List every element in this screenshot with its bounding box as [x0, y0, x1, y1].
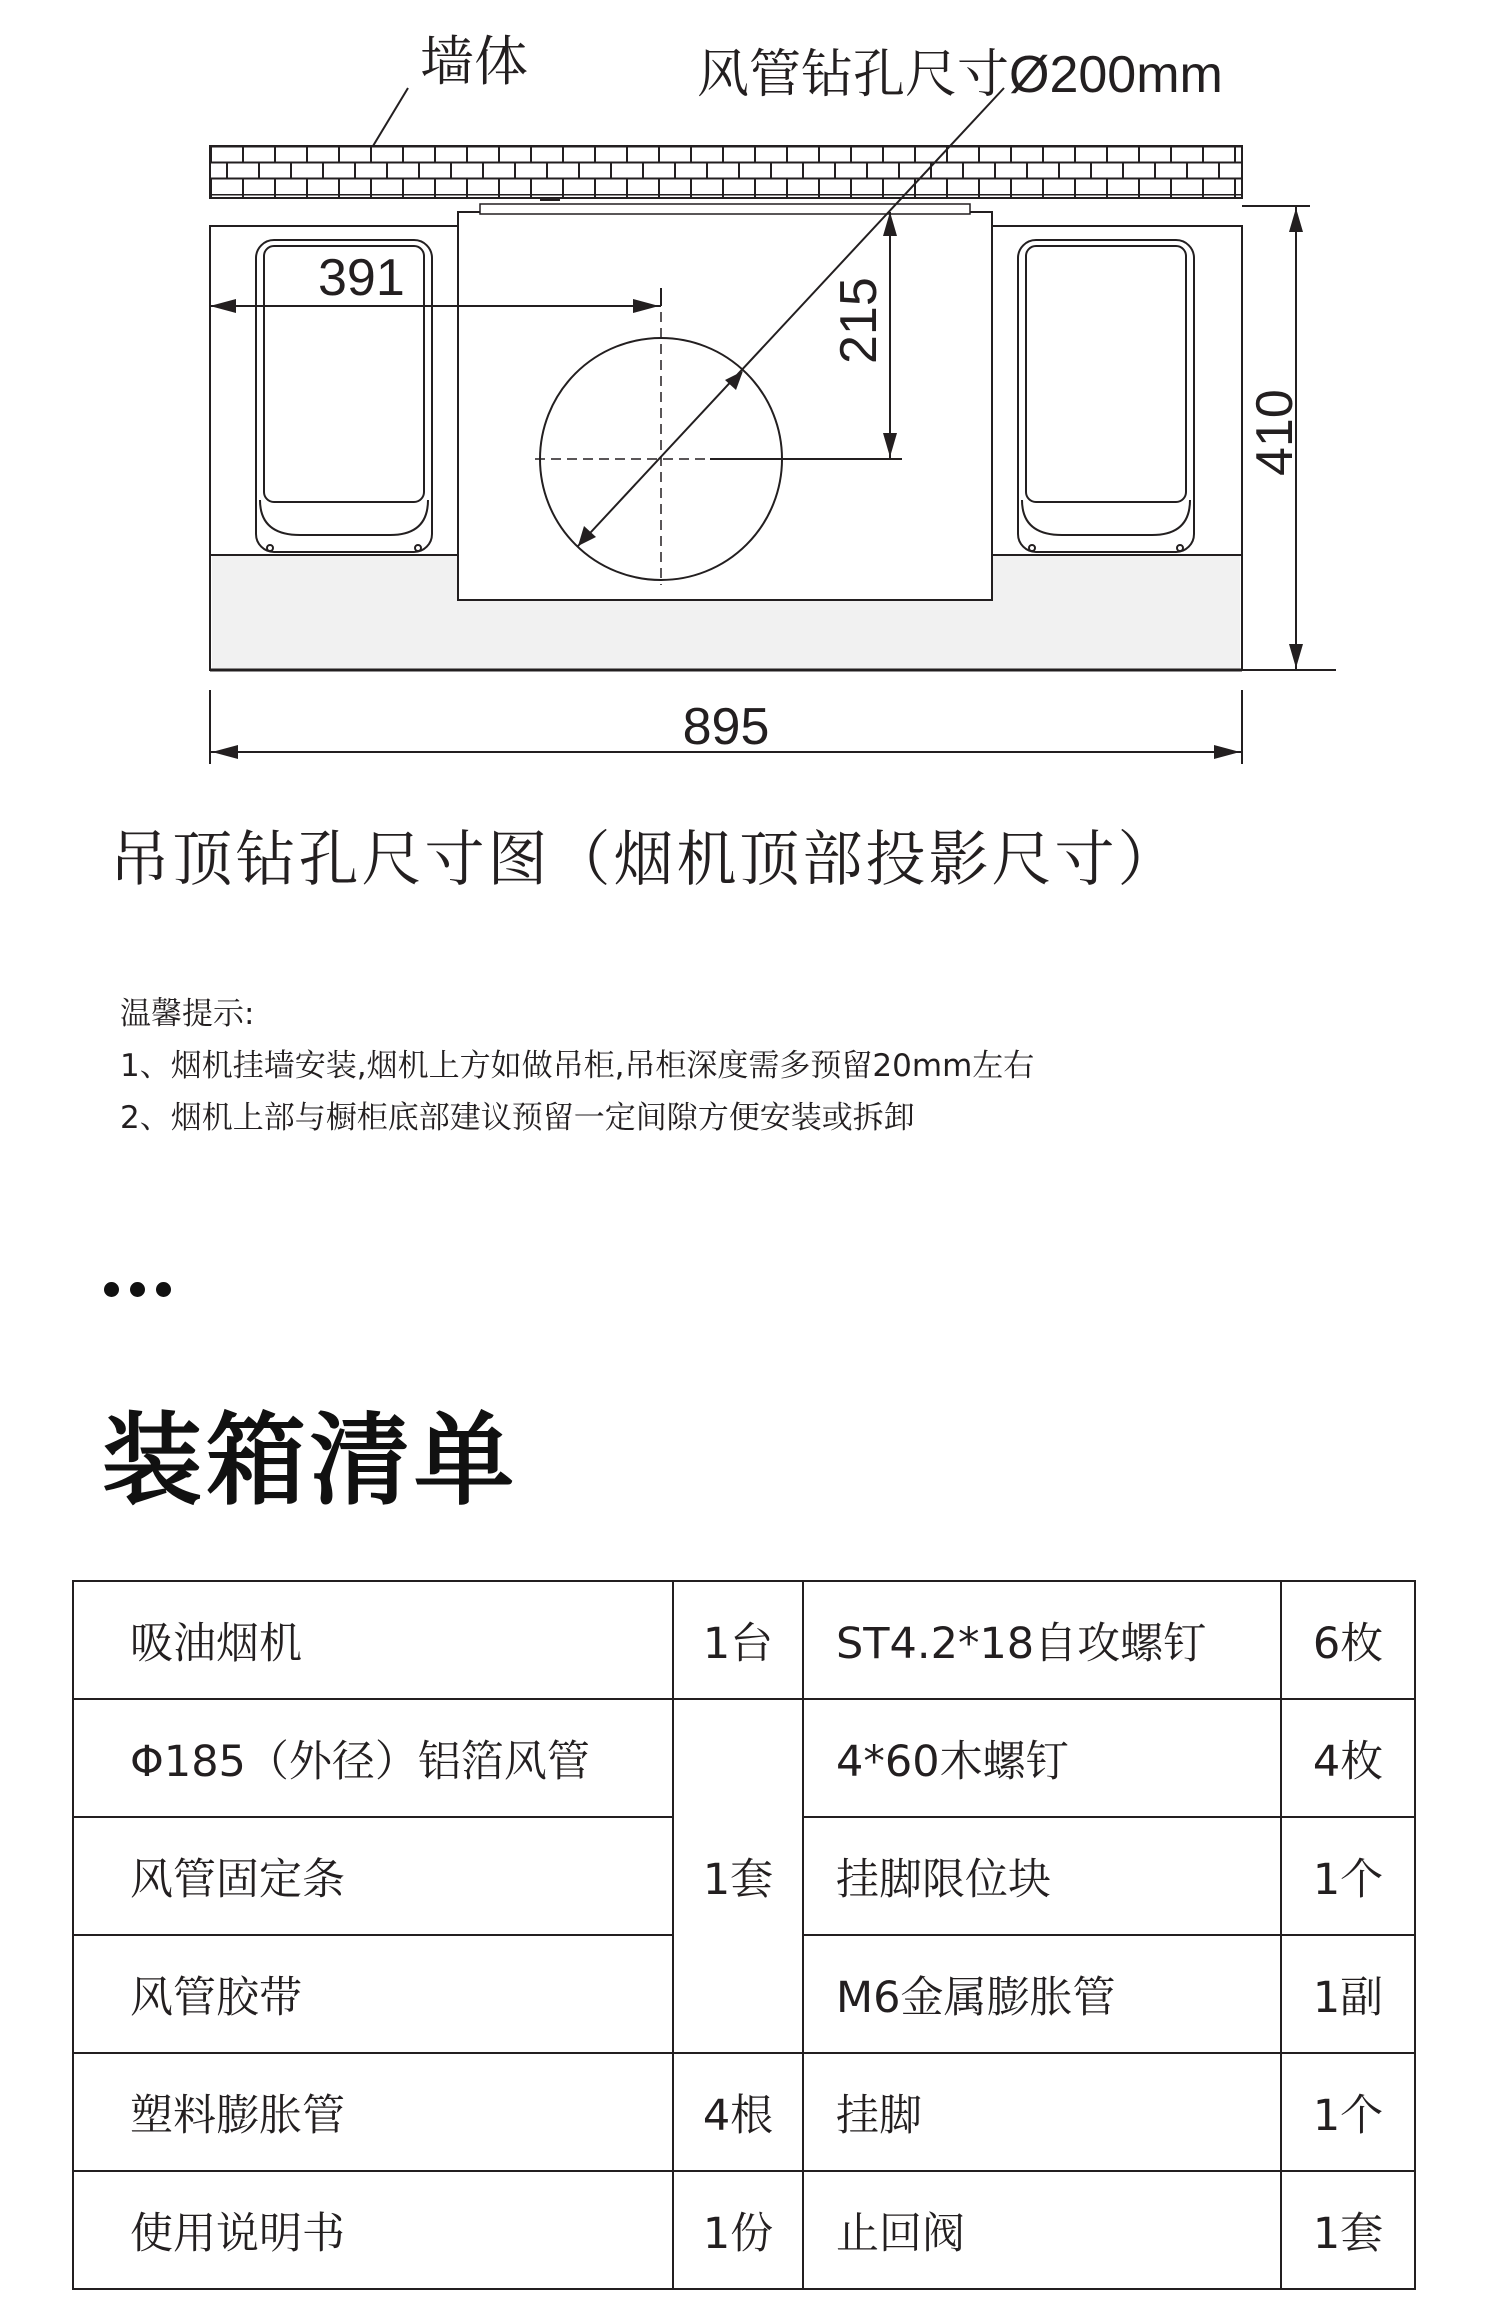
item-name: 挂脚 [803, 2053, 1281, 2171]
dim-391-arrow-left [210, 299, 236, 313]
item-qty: 1个 [1281, 2053, 1415, 2171]
tips-title: 温馨提示: [120, 996, 255, 1032]
duct-hole-label: 风管钻孔尺寸Ø200mm [697, 46, 1223, 104]
item-name: M6金属膨胀管 [803, 1935, 1281, 2053]
wall-brick [210, 146, 1242, 198]
item-qty: 6枚 [1281, 1581, 1415, 1699]
dot-icon [130, 1282, 145, 1297]
item-name: 吸油烟机 [73, 1581, 673, 1699]
dim-895-arrow-left [212, 745, 238, 759]
item-qty: 1台 [673, 1581, 803, 1699]
item-name: 风管胶带 [73, 1935, 673, 2053]
item-qty: 4根 [673, 2053, 803, 2171]
item-qty: 1份 [673, 2171, 803, 2289]
item-name: 塑料膨胀管 [73, 2053, 673, 2171]
item-qty: 1套 [673, 1699, 803, 2053]
dim-410-arrow-bottom [1289, 644, 1303, 668]
item-qty: 1副 [1281, 1935, 1415, 2053]
top-box [458, 212, 992, 600]
item-qty: 1个 [1281, 1817, 1415, 1935]
diagram-caption: 吊顶钻孔尺寸图（烟机顶部投影尺寸） [109, 825, 1181, 895]
item-name: Φ185（外径）铝箔风管 [73, 1699, 673, 1817]
item-name: 使用说明书 [73, 2171, 673, 2289]
dim-895-arrow-right [1214, 745, 1240, 759]
wall-label: 墙体 [420, 32, 528, 92]
top-box-cap [480, 204, 970, 214]
table-row [73, 1581, 1415, 1699]
dim-215-label: 215 [830, 277, 888, 364]
table-row [73, 1699, 1415, 1817]
tips-line-2: 2、烟机上部与橱柜底部建议预留一定间隙方便安装或拆卸 [120, 1100, 915, 1136]
section-dots [104, 1282, 171, 1297]
packing-list-table [72, 1580, 1416, 2290]
tips-block [120, 988, 1034, 1144]
ceiling-drilling-diagram [0, 0, 1500, 800]
item-name: 止回阀 [803, 2171, 1281, 2289]
dim-895-label: 895 [682, 698, 770, 756]
table-row [73, 2053, 1415, 2171]
tips-line-1: 1、烟机挂墙安装,烟机上方如做吊柜,吊柜深度需多预留20mm左右 [120, 1048, 1035, 1084]
item-qty: 1套 [1281, 2171, 1415, 2289]
item-name: 风管固定条 [73, 1817, 673, 1935]
item-name: 挂脚限位块 [803, 1817, 1281, 1935]
section-title: 装箱清单 [102, 1402, 518, 1519]
dim-391-label: 391 [318, 249, 405, 307]
wall-leader-line [373, 88, 408, 146]
dim-410-label: 410 [1246, 389, 1304, 476]
dot-icon [104, 1282, 119, 1297]
dot-icon [156, 1282, 171, 1297]
item-name: 4*60木螺钉 [803, 1699, 1281, 1817]
item-name: ST4.2*18自攻螺钉 [803, 1581, 1281, 1699]
table-row [73, 2171, 1415, 2289]
item-qty: 4枚 [1281, 1699, 1415, 1817]
dim-410-arrow-top [1289, 208, 1303, 232]
